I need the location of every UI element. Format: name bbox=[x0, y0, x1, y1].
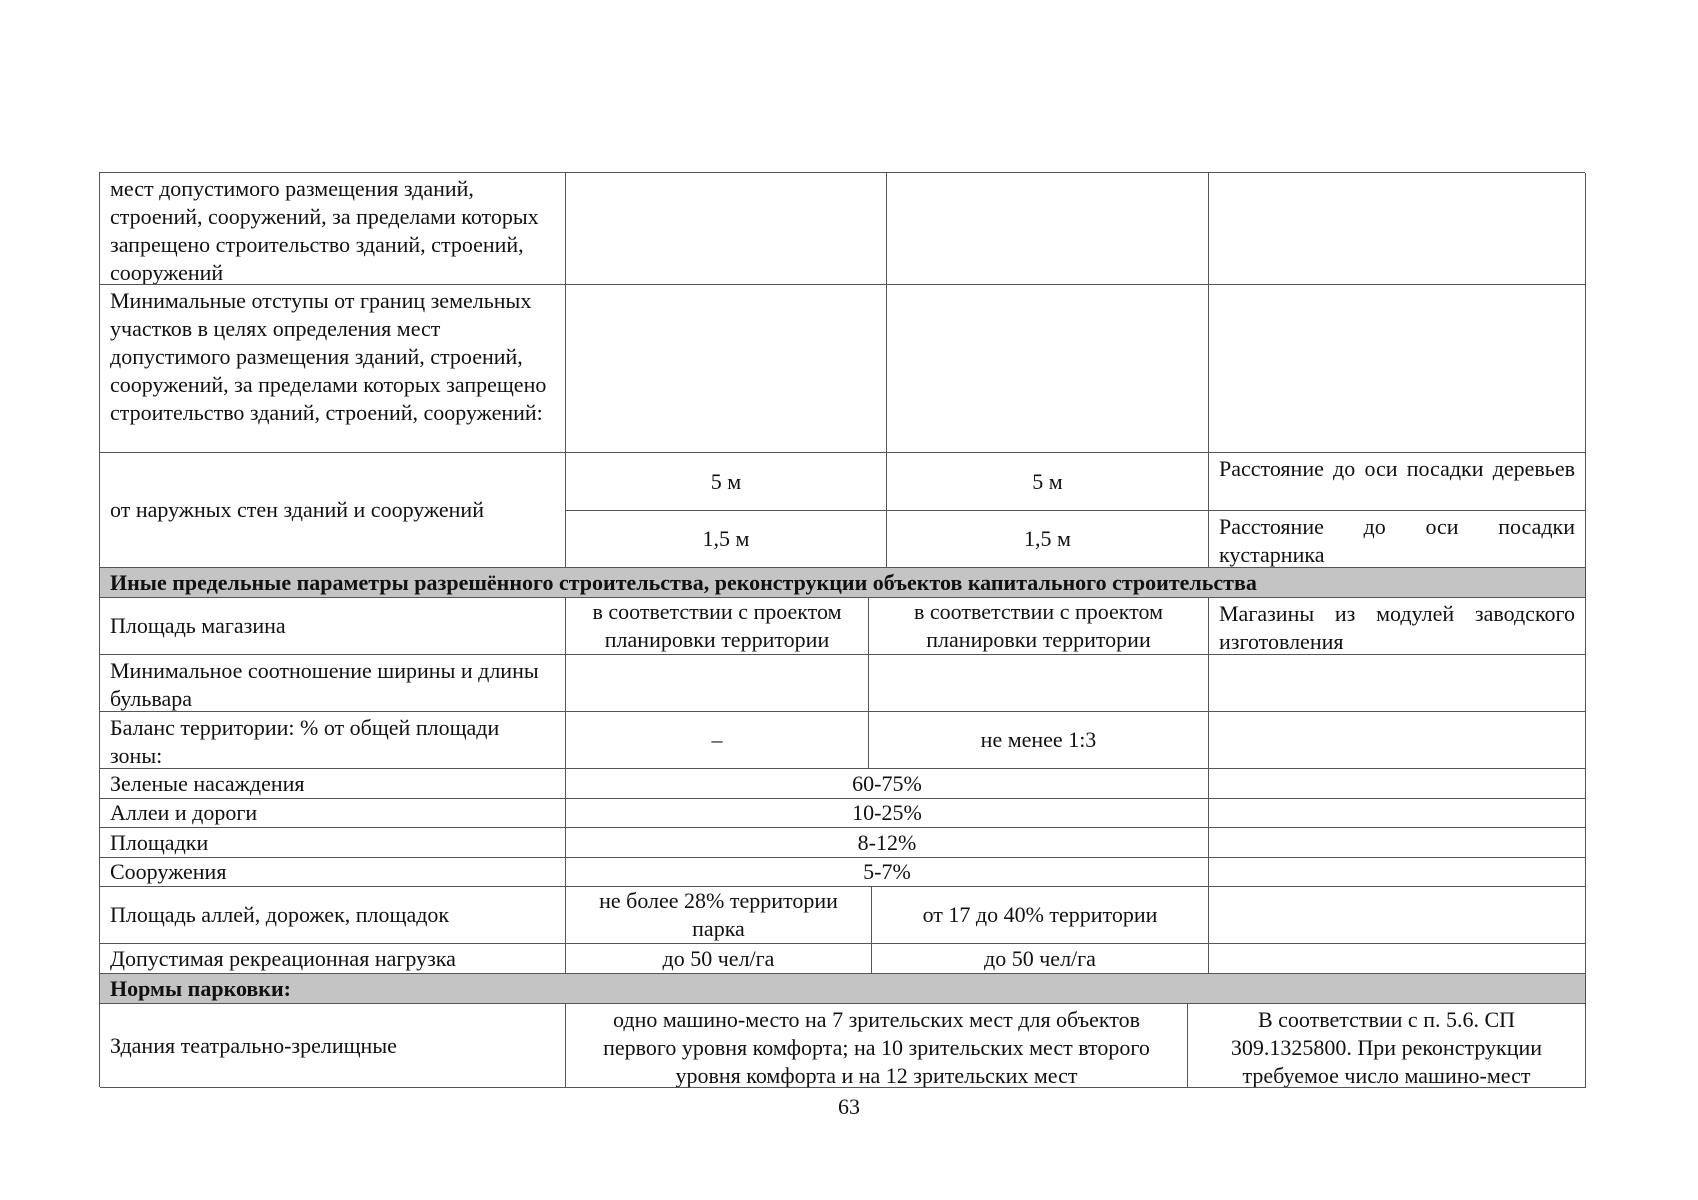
table-cell bbox=[566, 285, 887, 453]
table-cell: в соответствии с проектом планировки территории bbox=[869, 598, 1209, 655]
row-label: Здания театрально-зрелищные bbox=[100, 1004, 566, 1088]
table-cell bbox=[1209, 712, 1586, 769]
table-cell: 10-25% bbox=[566, 799, 1209, 828]
row-label: мест допустимого размещения зданий, строений, сооружений, за пределами которых запрещено строительство зданий, строений, сооружений bbox=[100, 173, 566, 285]
table-cell: до 50 чел/га bbox=[872, 944, 1209, 974]
row-label: Минимальное соотношение ширины и длины бульвара bbox=[100, 655, 566, 712]
row-label: Зеленые насаждения bbox=[100, 769, 566, 799]
table-cell: одно машино-место на 7 зрительских мест для объектов первого уровня комфорта; на 10 зрительских мест второго уровня комфорта и на 12 зрительских мест bbox=[566, 1004, 1188, 1088]
row-label: Допустимая рекреационная нагрузка bbox=[100, 944, 566, 974]
table-cell: – bbox=[566, 712, 869, 769]
section-header: Иные предельные параметры разрешённого строительства, реконструкции объектов капитального строительства bbox=[100, 568, 1586, 598]
table-cell bbox=[887, 285, 1209, 453]
table-cell bbox=[1209, 173, 1586, 285]
row-label: Минимальные отступы от границ земельных участков в целях определения мест допустимого размещения зданий, строений, сооружений, за пределами которых запрещено строительство зданий, строений, сооружений: bbox=[100, 285, 566, 453]
row-label: Площадь аллей, дорожек, площадок bbox=[100, 887, 566, 944]
regulations-table bbox=[99, 172, 1585, 1087]
row-label: Баланс территории: % от общей площади зоны: bbox=[100, 712, 566, 769]
table-cell bbox=[566, 655, 869, 712]
setback-note: Расстояние до оси посадки кустарника bbox=[1209, 511, 1586, 568]
table-cell: не менее 1:3 bbox=[869, 712, 1209, 769]
table-cell bbox=[1209, 799, 1586, 828]
table-cell bbox=[1209, 285, 1586, 453]
row-label: Площадь магазина bbox=[100, 598, 566, 655]
table-cell bbox=[869, 655, 1209, 712]
table-cell bbox=[1209, 655, 1586, 712]
table-cell: 8-12% bbox=[566, 828, 1209, 858]
setback-value: 5 м bbox=[887, 453, 1209, 511]
setback-value: 5 м bbox=[566, 453, 887, 511]
table-cell bbox=[1209, 858, 1586, 887]
row-label: Сооружения bbox=[100, 858, 566, 887]
table-cell: до 50 чел/га bbox=[566, 944, 872, 974]
row-label: Площадки bbox=[100, 828, 566, 858]
table-cell: В соответствии с п. 5.6. СП 309.1325800. При реконструкции требуемое число машино-мест bbox=[1188, 1004, 1586, 1088]
table-cell bbox=[1209, 828, 1586, 858]
table-cell: не более 28% территории парка bbox=[566, 887, 872, 944]
section-header: Нормы парковки: bbox=[100, 974, 1586, 1004]
table-cell: от 17 до 40% территории bbox=[872, 887, 1209, 944]
table-cell: в соответствии с проектом планировки территории bbox=[566, 598, 869, 655]
page-number: 63 bbox=[838, 1094, 860, 1119]
table-cell bbox=[1209, 887, 1586, 944]
setback-note: Расстояние до оси посадки деревьев bbox=[1209, 453, 1586, 511]
table-cell bbox=[1209, 769, 1586, 799]
table-cell: 60-75% bbox=[566, 769, 1209, 799]
table-cell: 5-7% bbox=[566, 858, 1209, 887]
table-cell: Магазины из модулей заводского изготовления bbox=[1209, 598, 1586, 655]
table-cell bbox=[887, 173, 1209, 285]
row-label: Аллеи и дороги bbox=[100, 799, 566, 828]
setback-value: 1,5 м bbox=[887, 511, 1209, 568]
table-cell bbox=[1209, 944, 1586, 974]
table-cell bbox=[566, 173, 887, 285]
setback-value: 1,5 м bbox=[566, 511, 887, 568]
row-label: от наружных стен зданий и сооружений bbox=[100, 453, 566, 568]
